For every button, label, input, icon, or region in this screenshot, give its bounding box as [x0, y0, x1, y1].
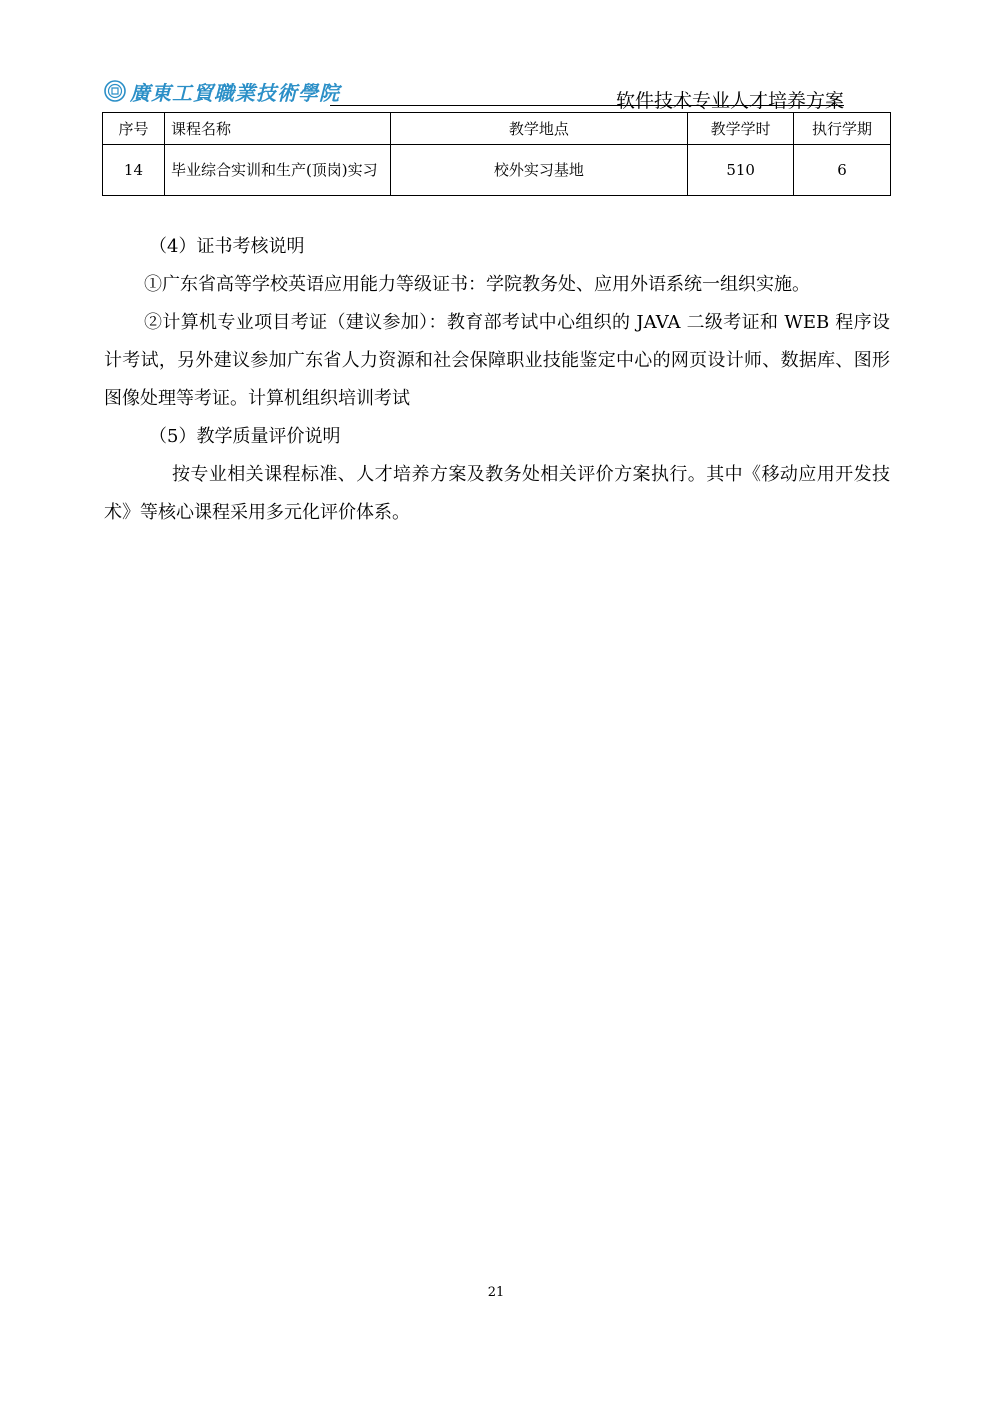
college-logo: [104, 76, 340, 106]
cell-hours: 510: [688, 145, 794, 196]
cert-heading: （4）证书考核说明: [149, 236, 305, 257]
college-emblem-icon: [104, 80, 126, 102]
header-course-name: 课程名称: [164, 113, 390, 145]
header-hours: 教学学时: [688, 113, 794, 145]
table-row: [103, 145, 891, 196]
table-header-row: [103, 113, 891, 145]
header-number: 序号: [103, 113, 165, 145]
cell-course-name: 毕业综合实训和生产(顶岗)实习: [164, 145, 390, 196]
cell-number: 14: [103, 145, 165, 196]
body-content: [104, 228, 890, 532]
page-header: [104, 76, 844, 112]
header-semester: 执行学期: [794, 113, 891, 145]
course-table: [102, 112, 891, 196]
college-name: 廣東工貿職業技術學院: [130, 80, 340, 105]
page-number: 21: [487, 1285, 505, 1300]
quality-heading: （5）教学质量评价说明: [149, 426, 341, 447]
header-location: 教学地点: [390, 113, 688, 145]
document-title: 软件技术专业人才培养方案: [615, 90, 844, 112]
cert-item-2: ②计算机专业项目考证（建议参加）：教育部考试中心组织的 JAVA 二级考证和 WEB 程序设计考试，另外建议参加广东省人力资源和社会保障职业技能鉴定中心的网页设计师、数据库、图形图像处理等考证。计算机组织培训考试: [104, 312, 890, 409]
cell-semester: 6: [794, 145, 891, 196]
cell-location: 校外实习基地: [390, 145, 688, 196]
quality-text: 按专业相关课程标准、人才培养方案及教务处相关评价方案执行。其中《移动应用开发技术》等核心课程采用多元化评价体系。: [104, 464, 890, 523]
cert-item-1: ①广东省高等学校英语应用能力等级证书：学院教务处、应用外语系统一组织实施。: [144, 274, 810, 295]
header-divider: [330, 105, 844, 106]
